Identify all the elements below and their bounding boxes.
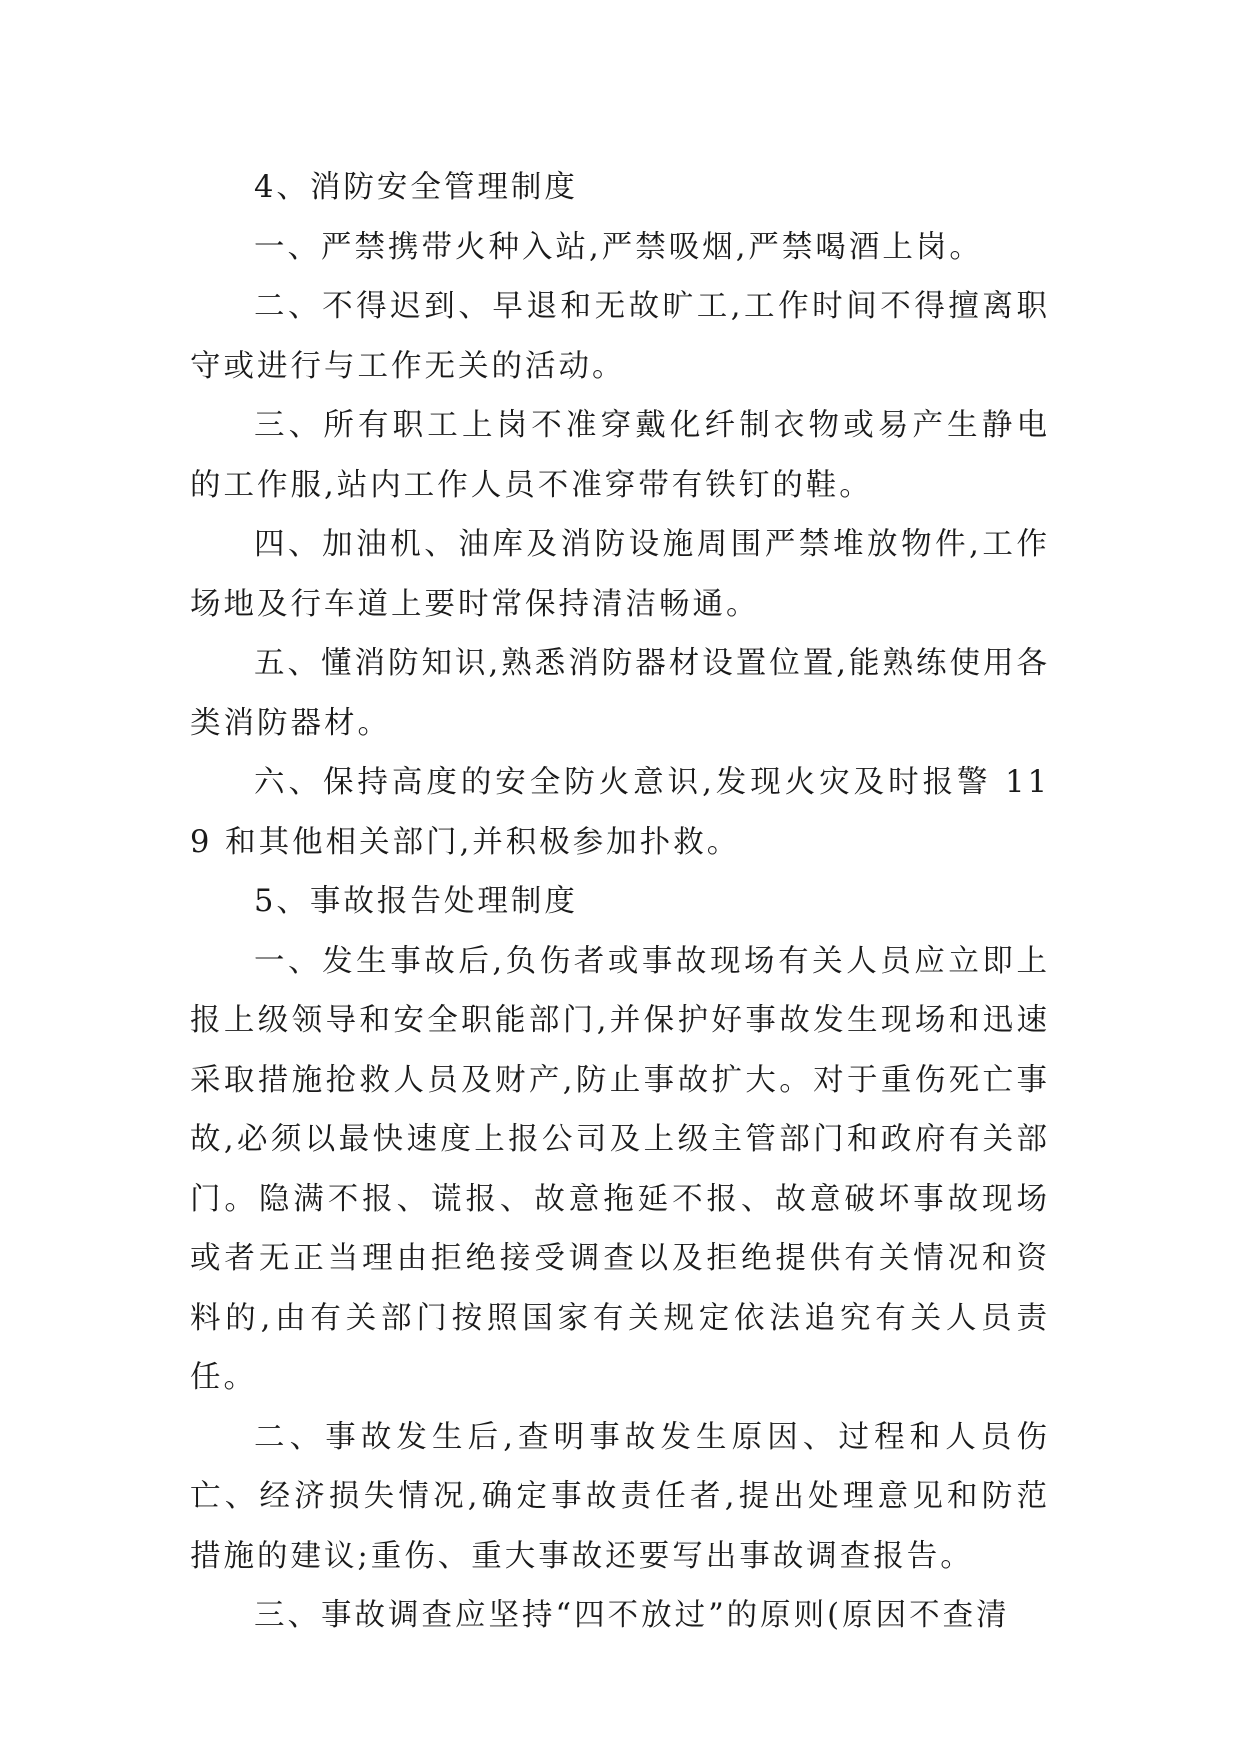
- paragraph: 五、懂消防知识,熟悉消防器材设置位置,能熟练使用各类消防器材。: [190, 646, 1050, 741]
- paragraph: 二、不得迟到、早退和无故旷工,工作时间不得擅离职守或进行与工作无关的活动。: [190, 289, 1050, 384]
- paragraph: 二、事故发生后,查明事故发生原因、过程和人员伤亡、经济损失情况,确定事故责任者,提出处理意见和防范措施的建议;重伤、重大事故还要写出事故调查报告。: [190, 1419, 1050, 1574]
- section-heading-accident-report: 5、事故报告处理制度: [254, 884, 578, 919]
- document-body: [190, 158, 1050, 1646]
- paragraph: 三、事故调查应坚持“四不放过”的原则(原因不查清: [254, 1598, 1010, 1633]
- section-heading-fire-safety: 4、消防安全管理制度: [254, 170, 578, 205]
- paragraph: 三、所有职工上岗不准穿戴化纤制衣物或易产生静电的工作服,站内工作人员不准穿带有铁钉的鞋。: [190, 408, 1050, 503]
- paragraph: 六、保持高度的安全防火意识,发现火灾及时报警 119 和其他相关部门,并积极参加扑救。: [190, 765, 1050, 860]
- paragraph: 一、发生事故后,负伤者或事故现场有关人员应立即上报上级领导和安全职能部门,并保护好事故发生现场和迅速采取措施抢救人员及财产,防止事故扩大。对于重伤死亡事故,必须以最快速度上报公司及上级主管部门和政府有关部门。隐满不报、谎报、故意拖延不报、故意破坏事故现场或者无正当理由拒绝接受调查以及拒绝提供有关情况和资料的,由有关部门按照国家有关规定依法追究有关人员责任。: [190, 943, 1050, 1395]
- paragraph: 一、严禁携带火种入站,严禁吸烟,严禁喝酒上岗。: [254, 229, 983, 265]
- paragraph: 四、加油机、油库及消防设施周围严禁堆放物件,工作场地及行车道上要时常保持清洁畅通。: [190, 527, 1050, 622]
